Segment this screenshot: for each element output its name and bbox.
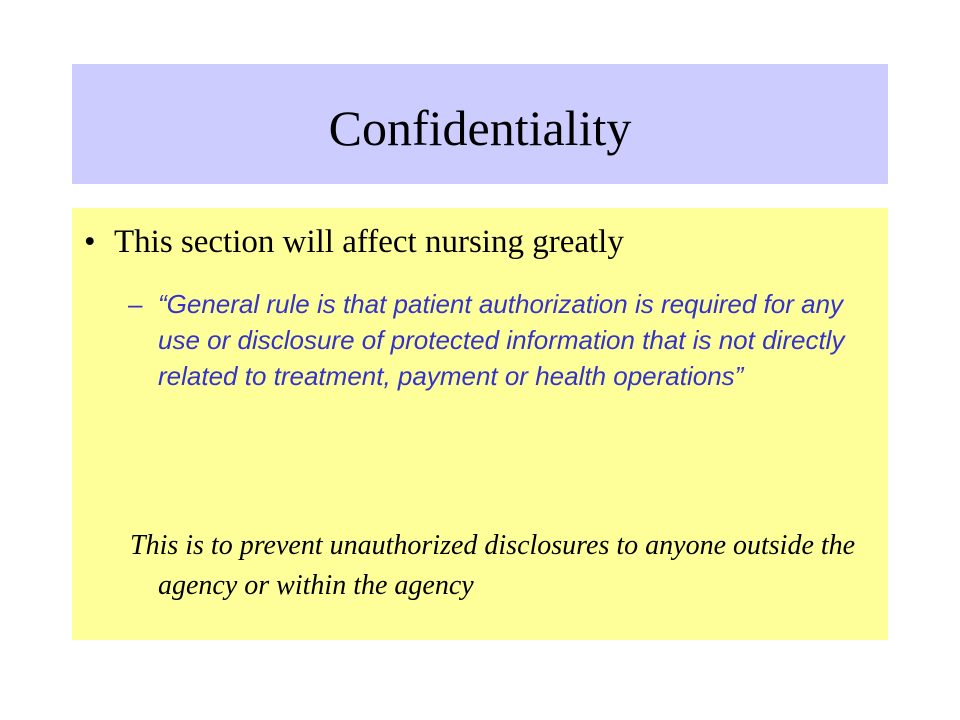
content-band [72,208,888,640]
bullet-item [84,222,624,262]
bullet-marker: • [84,224,96,260]
slide-title: Confidentiality [328,100,632,156]
sub-bullet-item [128,286,868,394]
bullet-text: This section will affect nursing greatly [114,224,624,260]
note-text: This is to prevent unauthorized disclosures to anyone outside the agency or within the agency [130,530,856,601]
sub-bullet-text: “General rule is that patient authorization is required for any use or disclosure of protected information that is not directly related to treatment, payment or health operations” [158,289,845,391]
sub-bullet-marker: – [128,289,143,319]
title-band [72,64,888,184]
